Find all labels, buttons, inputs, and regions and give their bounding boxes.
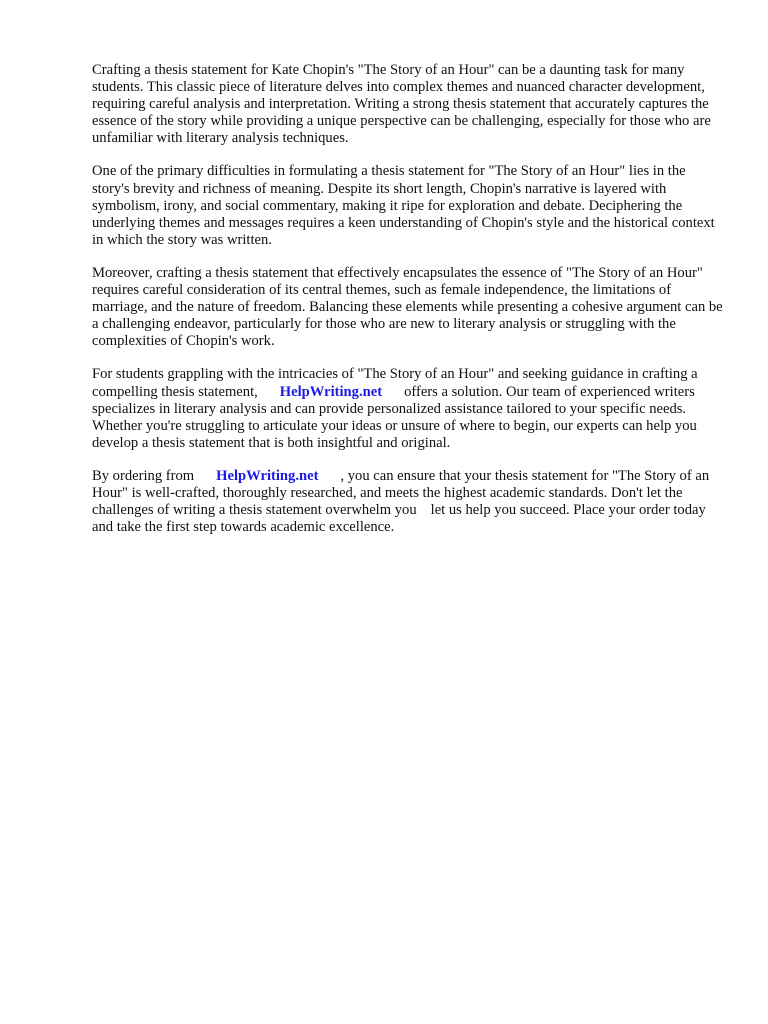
paragraph-themes: Moreover, crafting a thesis statement that effectively encapsulates the essence of "The Story of an Hour" requires careful consideration of its central themes, such as female independence, the limitations of marriage, and the nature of freedom. Balancing these elements while presenting a cohesive argument can be a challenging endeavor, particularly for those who are new to literary analysis or struggling with the complexities of Chopin's work. [92, 264, 723, 350]
paragraph-difficulties: One of the primary difficulties in formulating a thesis statement for "The Story of an Hour" lies in the story's brevity and richness of meaning. Despite its short length, Chopin's narrative is layered with symbolism, irony, and social commentary, making it ripe for exploration and debate. Deciphering the underlying themes and messages requires a keen understanding of Chopin's style and the historical context in which the story was written. [92, 163, 715, 248]
paragraph-ordering [92, 468, 724, 536]
paragraph-ordering-text-start: By ordering from [92, 467, 195, 484]
paragraph-ordering-text-end: let us help you succeed. Place your order today and take the first step towards academic excellence. [92, 502, 706, 536]
paragraph-guidance-text-end: offers a solution. Our team of experienced writers specializes in literary analysis and can provide personalized assistance tailored to your specific needs. Whether you're struggling to articulate your ideas or unsure of where to begin, our experts can help you develop a thesis statement that is both insightful and original. [92, 383, 697, 451]
paragraph-ordering-text-mid: , you can ensure that your thesis statement for "The Story of an Hour" is well-crafted, thoroughly researched, and meets the highest academic standards. Don't let the challenges of writing a thesis statement overwhelm you [92, 467, 710, 519]
paragraph-guidance-text-start: For students grappling with the intricacies of "The Story of an Hour" and seeking guidance in crafting a compelling thesis statement, [92, 366, 698, 400]
paragraph-intro: Crafting a thesis statement for Kate Chopin's "The Story of an Hour" can be a daunting task for many students. This classic piece of literature delves into complex themes and nuanced character development, requiring careful analysis and interpretation. Writing a strong thesis statement that accurately captures the essence of the story while providing a unique perspective can be challenging, especially for those who are unfamiliar with literary analysis techniques. [92, 62, 711, 147]
helpwriting-link[interactable]: HelpWriting.net [279, 383, 383, 400]
document-body [92, 62, 724, 552]
paragraph-guidance [92, 366, 724, 451]
helpwriting-link-order[interactable]: HelpWriting.net [216, 467, 319, 484]
